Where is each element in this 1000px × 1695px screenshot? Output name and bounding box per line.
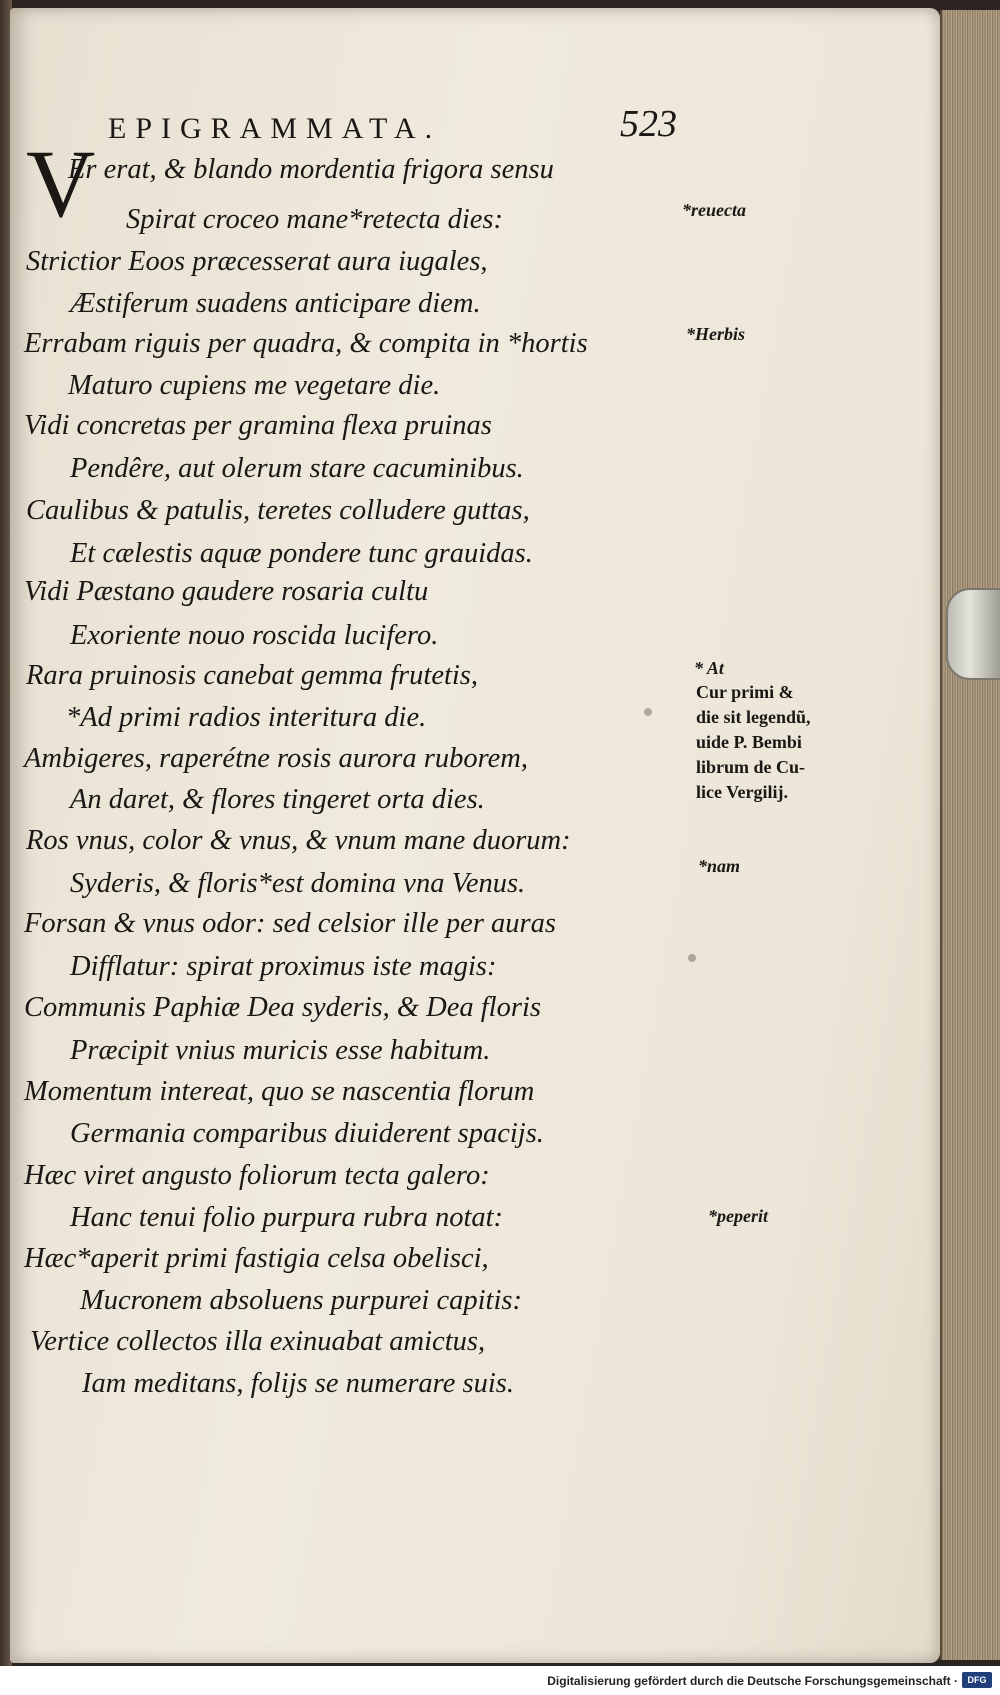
poem-line: Maturo cupiens me vegetare die.	[68, 370, 441, 401]
poem-line: Communis Paphiæ Dea syderis, & Dea floris	[24, 992, 541, 1023]
poem-line: Vertice collectos illa exinuabat amictus,	[30, 1326, 486, 1357]
poem-line: Hæc viret angusto foliorum tecta galero:	[24, 1160, 490, 1191]
book-clasp	[946, 588, 1000, 680]
poem-line: Spirat croceo mane*retecta dies:	[126, 204, 503, 235]
poem-line: Momentum intereat, quo se nascentia florum	[24, 1076, 535, 1107]
poem-line: Rara pruinosis canebat gemma frutetis,	[26, 660, 479, 691]
dfg-logo: DFG	[962, 1672, 992, 1688]
margin-gloss-line: die sit legendũ,	[696, 707, 811, 727]
ink-spot	[688, 954, 696, 962]
poem-line: Æstiferum suadens anticipare diem.	[70, 288, 481, 319]
poem-line: Hæc*aperit primi fastigia celsa obelisci,	[24, 1243, 489, 1274]
poem-line: Errabam riguis per quadra, & compita in *hortis	[24, 328, 588, 359]
poem-line: Syderis, & floris*est domina vna Venus.	[70, 868, 526, 899]
margin-note: *Herbis	[686, 324, 746, 344]
poem-line: Exoriente nouo roscida lucifero.	[70, 620, 439, 651]
poem-line: Iam meditans, folijs se numerare suis.	[82, 1368, 514, 1399]
poem-line: Vidi Pæstano gaudere rosaria cultu	[24, 576, 429, 607]
book-fore-edge	[940, 10, 1000, 1660]
poem-line: Caulibus & patulis, teretes colludere guttas,	[26, 495, 530, 526]
margin-note: *peperit	[708, 1206, 768, 1226]
poem-line: Strictior Eoos præcesserat aura iugales,	[26, 246, 488, 277]
drop-cap: V	[26, 130, 96, 237]
poem-line: Præcipit vnius muricis esse habitum.	[70, 1035, 491, 1066]
margin-gloss	[696, 680, 896, 805]
poem-line: *Ad primi radios interitura die.	[66, 702, 427, 733]
margin-gloss-line: librum de Cu-	[696, 757, 806, 777]
poem-line: Er erat, & blando mordentia frigora sensu	[68, 154, 554, 185]
page-number: 523	[620, 103, 677, 145]
margin-gloss-line: Cur primi &	[696, 682, 794, 702]
poem-line: Ambigeres, raperétne rosis aurora ruborem,	[24, 743, 528, 774]
poem-line: Ros vnus, color & vnus, & vnum mane duorum:	[26, 825, 571, 856]
poem-line: Vidi concretas per gramina flexa pruinas	[24, 410, 492, 441]
poem-line: Et cælestis aquæ pondere tunc grauidas.	[70, 538, 533, 569]
ink-spot	[644, 708, 652, 716]
margin-note: *reuecta	[682, 200, 746, 220]
book-page	[10, 8, 940, 1663]
margin-gloss-line: lice Vergilij.	[696, 782, 788, 802]
poem-line: Hanc tenui folio purpura rubra notat:	[70, 1202, 504, 1233]
running-head: EPIGRAMMATA.	[108, 112, 442, 145]
margin-note: * At	[694, 658, 724, 678]
poem-line: Difflatur: spirat proximus iste magis:	[70, 951, 497, 982]
margin-gloss-line: uide P. Bembi	[696, 732, 802, 752]
poem-line: Pendêre, aut olerum stare cacuminibus.	[70, 453, 524, 484]
poem-line: Forsan & vnus odor: sed celsior ille per auras	[24, 908, 556, 939]
poem-line: Germania comparibus diuiderent spacijs.	[70, 1118, 544, 1149]
footer-credit: Digitalisierung gefördert durch die Deutsche Forschungsgemeinschaft ·	[547, 1674, 958, 1688]
poem-line: An daret, & flores tingeret orta dies.	[70, 784, 485, 815]
margin-note: *nam	[698, 856, 741, 876]
poem-line: Mucronem absoluens purpurei capitis:	[80, 1285, 522, 1316]
poem	[10, 8, 940, 1663]
